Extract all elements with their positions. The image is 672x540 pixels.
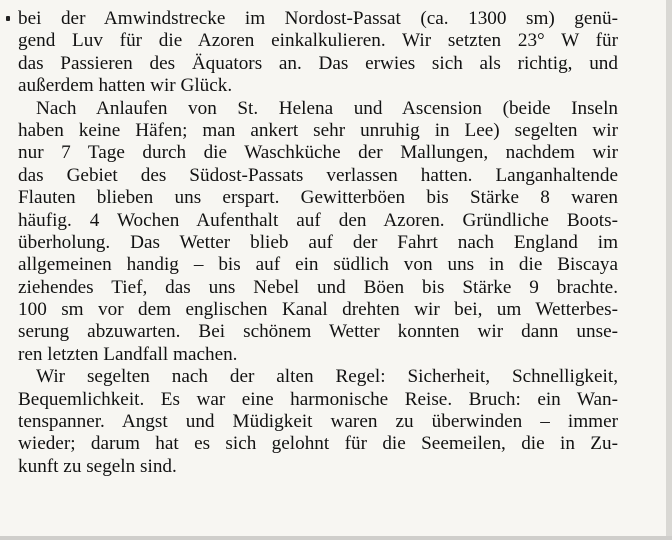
- text-line: häufig. 4 Wochen Aufenthalt auf den Azoren. Gründliche Boots-: [18, 209, 618, 231]
- text-line: das Passieren des Äquators an. Das erwies sich als richtig, und: [18, 52, 618, 74]
- page-bottom-edge: [0, 536, 672, 540]
- paragraph-1: [18, 8, 618, 98]
- text-line: Bequemlichkeit. Es war eine harmonische Reise. Bruch: ein Wan-: [18, 388, 618, 410]
- text-line: ziehendes Tief, das uns Nebel und Böen bis Stärke 9 brachte.: [18, 276, 618, 298]
- page-right-edge: [666, 0, 672, 540]
- text-line: allgemeinen handig – bis auf ein südlich von uns in die Biscaya: [18, 254, 618, 276]
- text-line: tenspanner. Angst und Müdigkeit waren zu überwinden – immer: [18, 411, 618, 433]
- text-line: wieder; darum hat es sich gelohnt für die Seemeilen, die in Zu-: [18, 433, 618, 455]
- text-line: nur 7 Tage durch die Waschküche der Mallungen, nachdem wir: [18, 142, 618, 164]
- text-line: das Gebiet des Südost-Passats verlassen hatten. Langanhaltende: [18, 164, 618, 186]
- text-line: gend Luv für die Azoren einkalkulieren. Wir setzten 23° W für: [18, 30, 618, 52]
- paragraph-2: [18, 98, 618, 367]
- text-line: Nach Anlaufen von St. Helena und Ascension (beide Inseln: [36, 97, 618, 119]
- body-text: [18, 8, 618, 478]
- text-line: kunft zu segeln sind.: [18, 455, 177, 477]
- text-line: bei der Amwindstrecke im Nordost-Passat (ca. 1300 sm) genü-: [18, 8, 618, 29]
- paragraph-3: [18, 366, 618, 478]
- text-line: ren letzten Landfall machen.: [18, 343, 238, 365]
- text-line: Wir segelten nach der alten Regel: Sicherheit, Schnelligkeit,: [36, 366, 618, 388]
- text-line: 100 sm vor dem englischen Kanal drehten wir bei, um Wetterbes-: [18, 299, 618, 321]
- text-line: serung abzuwarten. Bei schönem Wetter konnten wir dann unse-: [18, 321, 618, 343]
- text-line: haben keine Häfen; man ankert sehr unruhig in Lee) segelten wir: [18, 119, 618, 141]
- text-line: außerdem hatten wir Glück.: [18, 75, 233, 97]
- text-line: Flauten blieben uns erspart. Gewitterböen bis Stärke 8 waren: [18, 187, 618, 209]
- text-line: überholung. Das Wetter blieb auf der Fahrt nach England im: [18, 231, 618, 253]
- margin-mark: [6, 16, 10, 21]
